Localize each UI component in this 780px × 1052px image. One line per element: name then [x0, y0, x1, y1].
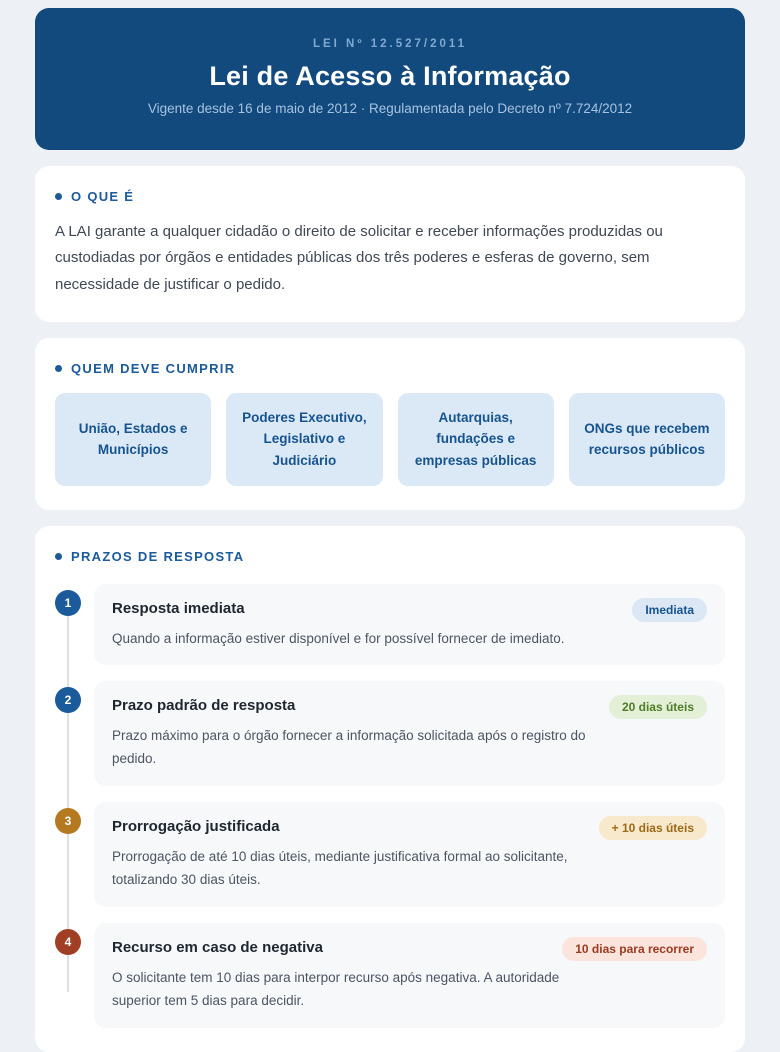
step-deadline-badge: 20 dias úteis: [609, 695, 707, 719]
step-title: Recurso em caso de negativa: [112, 939, 323, 957]
deadlines-heading-label: PRAZOS DE RESPOSTA: [71, 548, 245, 564]
header-banner: [35, 8, 745, 150]
step-number-badge: 3: [55, 808, 81, 834]
deadlines-heading: [55, 549, 725, 564]
chip-ongs: ONGs que recebem recursos públicos: [569, 393, 725, 486]
what-is-card: [35, 166, 745, 322]
law-number-eyebrow: LEI Nº 12.527/2011: [312, 38, 468, 50]
chip-poderes: Poderes Executivo, Legislativo e Judiciário: [226, 393, 382, 486]
step-panel: [94, 923, 725, 1028]
page-title: Lei de Acesso à Informação: [209, 61, 571, 91]
what-is-heading: [55, 189, 725, 204]
who-must-comply-heading-label: QUEM DEVE CUMPRIR: [71, 360, 236, 376]
step-title: Resposta imediata: [112, 599, 245, 617]
who-must-comply-card: [35, 338, 745, 510]
step-title: Prorrogação justificada: [112, 818, 280, 836]
deadlines-timeline: [55, 584, 725, 1029]
timeline-step-4: [55, 923, 725, 1028]
what-is-heading-label: O QUE É: [71, 189, 135, 204]
timeline-step-1: [55, 584, 725, 666]
step-description: O solicitante tem 10 dias para interpor recurso após negativa. A autoridade superior tem 5 dias para decidir.: [112, 970, 560, 1009]
step-panel: [94, 681, 725, 786]
step-deadline-badge: Imediata: [632, 598, 707, 622]
timeline-step-2: [55, 681, 725, 786]
step-number-badge: 2: [55, 687, 81, 713]
step-deadline-badge: + 10 dias úteis: [599, 816, 707, 840]
chip-uniao-estados-municipios: União, Estados e Municípios: [55, 393, 211, 486]
deadlines-card: [35, 526, 745, 1052]
chip-autarquias: Autarquias, fundações e empresas públicas: [398, 393, 554, 486]
bullet-dot-icon: [55, 193, 62, 200]
step-number-badge: 1: [55, 590, 81, 616]
what-is-body: A LAI garante a qualquer cidadão o direito de solicitar e receber informações produzidas ou custodiadas por órgãos e entidades públicas dos três poderes e esferas de governo, sem necessidade de justificar o pedido.: [55, 223, 663, 293]
bullet-dot-icon: [55, 365, 62, 372]
step-description: Prorrogação de até 10 dias úteis, mediante justificativa formal ao solicitante, totalizando 30 dias úteis.: [112, 849, 568, 888]
step-panel: [94, 802, 725, 907]
bullet-dot-icon: [55, 553, 62, 560]
step-description: Quando a informação estiver disponível e for possível fornecer de imediato.: [112, 630, 565, 646]
step-title: Prazo padrão de resposta: [112, 697, 296, 715]
step-number-badge: 4: [55, 929, 81, 955]
timeline-step-3: [55, 802, 725, 907]
step-description: Prazo máximo para o órgão fornecer a informação solicitada após o registro do pedido.: [112, 728, 586, 767]
who-must-comply-heading: [55, 361, 725, 376]
page-subtitle: Vigente desde 16 de maio de 2012 · Regulamentada pelo Decreto nº 7.724/2012: [147, 101, 633, 116]
compliance-chip-row: [55, 393, 725, 486]
step-deadline-badge: 10 dias para recorrer: [562, 937, 707, 961]
step-panel: [94, 584, 725, 666]
